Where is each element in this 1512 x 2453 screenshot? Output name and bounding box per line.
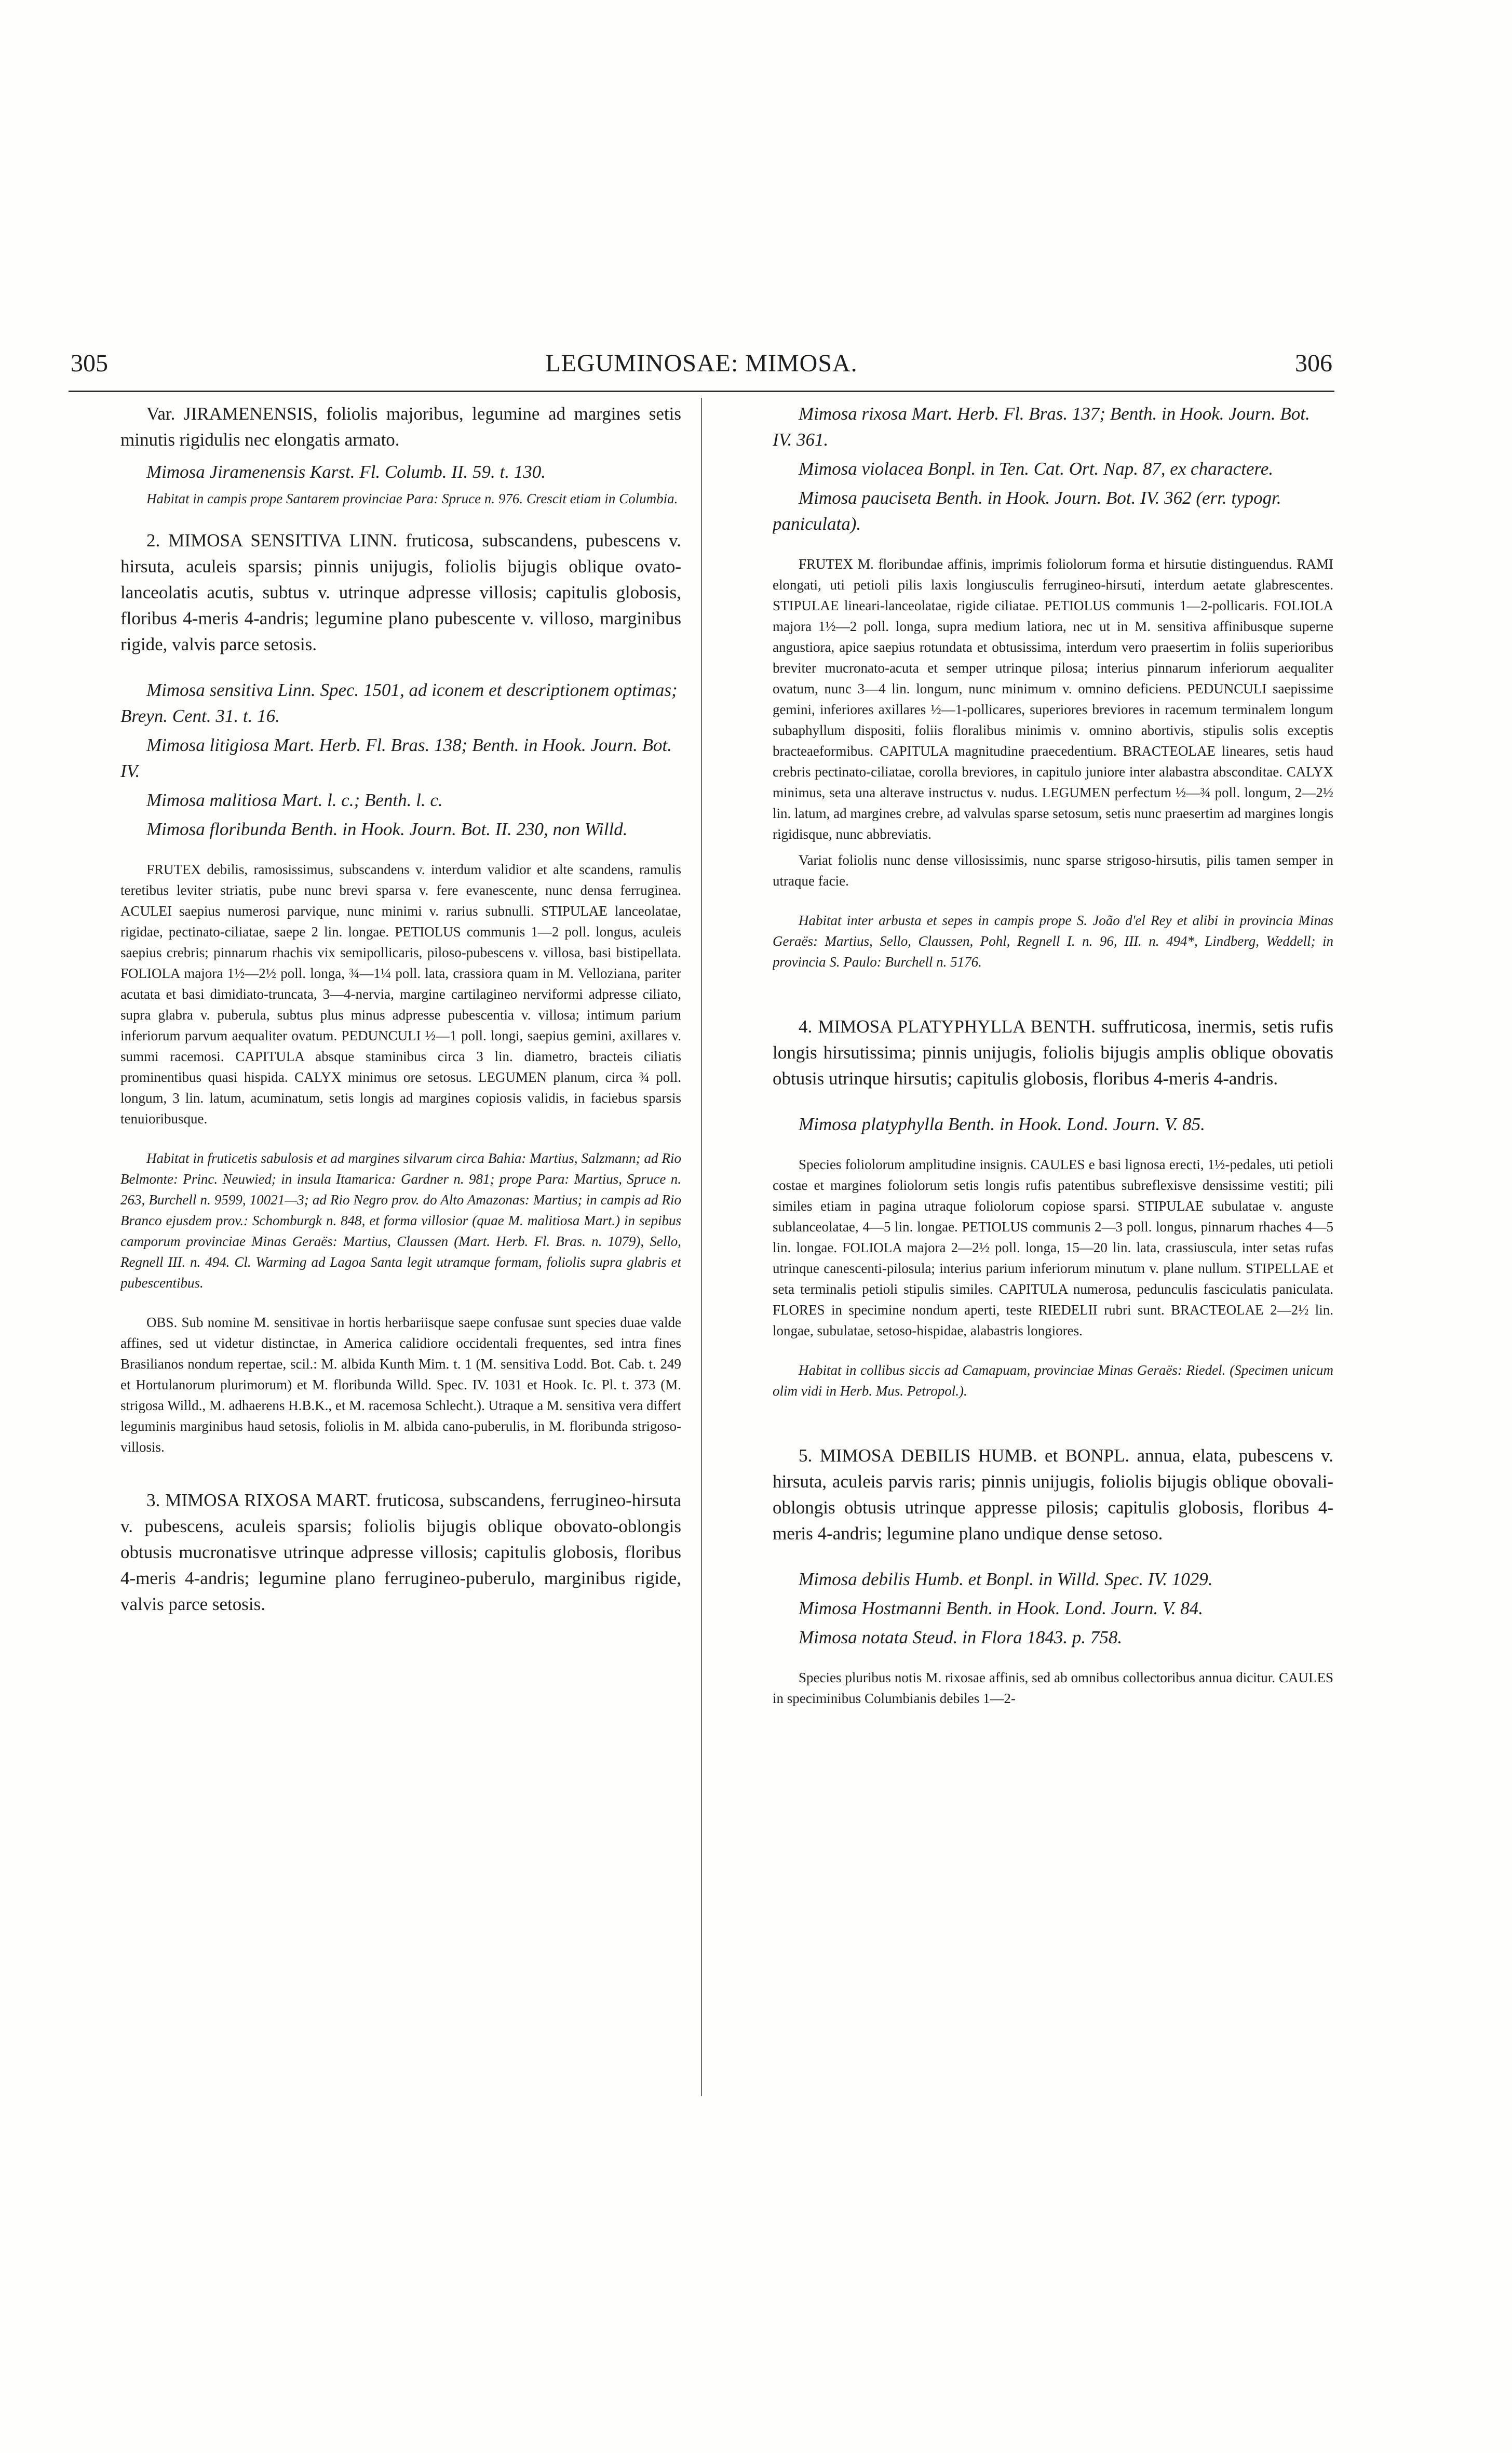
page-number-left: 305 bbox=[71, 350, 108, 377]
column-divider bbox=[701, 398, 702, 2096]
page-header bbox=[71, 349, 1332, 382]
species-2-description: FRUTEX debilis, ramosissimus, subscandens v. interdum validior et alte scandens, ramulis teretibus leviter striatis, pube nunc brevi sparsa v. fere evanescente, nunc densa ferruginea. ACULEI saepius numerosi parvique, nunc minimi v. rarius subnulli. STIPULAE lanceolatae, rigidae, pectinato-ciliatae, saepe 2 lin. longae. PETIOLUS communis 1—2 poll. longus, aculeis saepius crebris; pinnarum rhachis vix semipollicaris, piloso-pubescens v. villosa, basi bistipellata. FOLIOLA majora 1½—2½ poll. longa, ¾—1¼ poll. lata, crassiora quam in M. Velloziana, pariter acutata et basi dimidiato-truncata, 3—4-nervia, margine cartilagineo nerviformi adpresse ciliato, supra glabra v. puberula, subtus plus minus adpresse pubescentia v. villosa; intimum parium inferiorum parvum aequaliter ovatum. PEDUNCULI ½—1 poll. longi, saepius gemini, axillares v. summi racemosi. CAPITULA absque staminibus circa 3 lin. diametro, bracteis ciliatis prominentibus quasi hispida. CALYX minimus ore setosus. LEGUMEN planum, circa ¾ poll. longum, 3 lin. latum, acuminatum, setis longis ad margines copiosis validis, in faciebus sparsis tenuioribusque. bbox=[120, 862, 681, 1127]
species-2-citation-4: Mimosa floribunda Benth. in Hook. Journ. Bot. II. 230, non Willd. bbox=[146, 819, 628, 839]
species-2-habitat: Habitat in fruticetis sabulosis et ad margines silvarum circa Bahia: Martius, Salzmann; ad Rio Belmonte: Princ. Neuwied; in insula Itamarica: Gardner n. 981; prope Para: Martius, Spruce n. 263, Burchell n. 9599, 10021—3; ad Rio Negro prov. do Alto Amazonas: Martius; in campis ad Rio Branco ejusdem prov.: Schomburgk n. 848, et forma villosior (quae M. malitiosa Mart.) in sepibus camporum provinciae Minas Geraës: Martius, Claussen (Mart. Herb. Fl. Bras. n. 1079), Sello, Regnell III. n. 494. Cl. Warming ad Lagoa Santa legit utramque formam, foliolis supra glabris et pubescentibus. bbox=[120, 1150, 681, 1291]
species-4-diagnosis: 4. MIMOSA PLATYPHYLLA BENTH. suffruticosa, inermis, setis rufis longis hirsutissima; pinnis unijugis, foliolis bijugis amplis oblique obovatis obtusis utrinque hirsutis; capitulis globosis, floribus 4-meris 4-andris. bbox=[773, 1016, 1333, 1089]
species-5-diagnosis: 5. MIMOSA DEBILIS HUMB. et BONPL. annua, elata, pubescens v. hirsuta, aculeis parvis raris; pinnis unijugis, foliolis bijugis oblique obovali-oblongis obtusis utrinque appresse pilosis; capitulis globosis, floribus 4-meris 4-andris; legumine plano undique dense setoso. bbox=[773, 1445, 1333, 1544]
species-4-habitat: Habitat in collibus siccis ad Camapuam, provinciae Minas Geraës: Riedel. (Specimen unicum olim vidi in Herb. Mus. Petropol.). bbox=[773, 1362, 1333, 1399]
species-5-description: Species pluribus notis M. rixosae affinis, sed ab omnibus collectoribus annua dicitur. CAULES in speciminibus Columbianis debiles 1—2- bbox=[773, 1670, 1333, 1706]
variety-habitat: Habitat in campis prope Santarem provinciae Para: Spruce n. 976. Crescit etiam in Columbia. bbox=[146, 491, 678, 506]
species-4-citation: Mimosa platyphylla Benth. in Hook. Lond. Journ. V. 85. bbox=[799, 1114, 1205, 1134]
species-3-citation-2: Mimosa violacea Bonpl. in Ten. Cat. Ort. Nap. 87, ex charactere. bbox=[799, 459, 1274, 479]
species-3-citation-1: Mimosa rixosa Mart. Herb. Fl. Bras. 137; Benth. in Hook. Journ. Bot. IV. 361. bbox=[773, 404, 1310, 450]
species-2-citation-2: Mimosa litigiosa Mart. Herb. Fl. Bras. 138; Benth. in Hook. Journ. Bot. IV. bbox=[120, 735, 672, 781]
species-2-observation: OBS. Sub nomine M. sensitivae in hortis herbariisque saepe confusae sunt species duae valde affines, sed ut videtur distinctae, in America calidiore occidentali frequentes, sed intra fines Brasilianos nondum repertae, scil.: M. albida Kunth Mim. t. 1 (M. sensitiva Lodd. Bot. Cab. t. 249 et Hortulanorum plurimorum) et M. floribunda Willd. Spec. IV. 1031 et Hook. Ic. Pl. t. 373 (M. strigosa Willd., M. adhaerens H.B.K., et M. racemosa Schlecht.). Utraque a M. sensitiva vera differt leguminis marginibus haud setosis, foliolis in M. albida cano-puberulis, in M. floribunda strigoso-villosis. bbox=[120, 1315, 681, 1455]
right-column bbox=[773, 401, 1333, 2094]
species-3-variation: Variat foliolis nunc dense villosissimis, nunc sparse strigoso-hirsutis, pilis tamen semper in utraque facie. bbox=[773, 852, 1333, 889]
species-5-citation-2: Mimosa Hostmanni Benth. in Hook. Lond. Journ. V. 84. bbox=[799, 1598, 1204, 1618]
variety-citation: Mimosa Jiramenensis Karst. Fl. Columb. II. 59. t. 130. bbox=[146, 462, 546, 482]
running-title: LEGUMINOSAE: MIMOSA. bbox=[545, 350, 858, 377]
species-2-diagnosis: 2. MIMOSA SENSITIVA LINN. fruticosa, subscandens, pubescens v. hirsuta, aculeis sparsis; pinnis unijugis, foliolis bijugis oblique ovato-lanceolatis acutis, subtus v. utrinque adpresse villosis; capitulis globosis, floribus 4-meris 4-andris; legumine plano pubescente v. villoso, marginibus rigide, valvis parce setosis. bbox=[120, 530, 681, 654]
left-column bbox=[120, 401, 681, 2094]
species-2-citation-3: Mimosa malitiosa Mart. l. c.; Benth. l. c. bbox=[146, 790, 443, 810]
page-number-right: 306 bbox=[1295, 350, 1332, 377]
species-3-description: FRUTEX M. floribundae affinis, imprimis foliolorum forma et hirsutie distinguendus. RAMI elongati, uti petioli pilis laxis longiusculis ferrugineo-hirsuti, interdum aetate glabrescentes. STIPULAE lineari-lanceolatae, rigide ciliatae. PETIOLUS communis 1—2-pollicaris. FOLIOLA majora 1½—2 poll. longa, supra medium latiora, nec ut in M. sensitiva affinibusque superne angustiora, apice saepius rotundata et obtusissima, interdum vero praesertim in foliis superioribus breviter mucronato-acuta et semper utrinque pilosa; interius pinnarum inferiorum aequaliter ovatum, nunc 3—4 lin. longum, nunc minimum v. omnino deficiens. PEDUNCULI saepissime gemini, inferiores axillares ½—1-pollicares, superiores breviores in racemum terminalem longum subaphyllum dispositi, foliis floralibus minimis v. omnino abortivis, stipulis solis exceptis bracteaeformibus. CAPITULA magnitudine praecedentium. BRACTEOLAE lineares, setis haud crebris pectinato-ciliatae, corolla breviores, in capitulo juniore inter alabastra absconditae. CALYX minimus, seta una alterave instructus v. nudus. LEGUMEN perfectum ½—¾ poll. longum, 2—2½ lin. latum, ad margines crebre, ad valvulas sparse setosum, setis nunc praesertim ad margines longis rigidisque, nunc abbreviatis. bbox=[773, 556, 1333, 842]
header-rule bbox=[69, 391, 1334, 392]
species-3-citation-3: Mimosa pauciseta Benth. in Hook. Journ. Bot. IV. 362 (err. typogr. paniculata). bbox=[773, 488, 1281, 534]
species-3-diagnosis: 3. MIMOSA RIXOSA MART. fruticosa, subscandens, ferrugineo-hirsuta v. pubescens, aculeis sparsis; foliolis bijugis oblique obovato-oblongis obtusis mucronatisve utrinque adpresse villosis; capitulis globosis, floribus 4-meris 4-andris; legumine plano ferrugineo-puberulo, marginibus rigide, valvis parce setosis. bbox=[120, 1490, 681, 1614]
species-3-habitat: Habitat inter arbusta et sepes in campis prope S. João d'el Rey et alibi in provincia Minas Geraës: Martius, Sello, Claussen, Pohl, Regnell I. n. 96, III. n. 494*, Lindberg, Weddell; in provincia S. Paulo: Burchell n. 5176. bbox=[773, 913, 1333, 970]
variety-description: Var. JIRAMENENSIS, foliolis majoribus, legumine ad margines setis minutis rigidulis nec elongatis armato. bbox=[120, 404, 681, 450]
species-5-citation-1: Mimosa debilis Humb. et Bonpl. in Willd. Spec. IV. 1029. bbox=[799, 1569, 1213, 1589]
species-5-citation-3: Mimosa notata Steud. in Flora 1843. p. 758. bbox=[799, 1627, 1123, 1647]
species-4-description: Species foliolorum amplitudine insignis. CAULES e basi lignosa erecti, 1½-pedales, uti petioli costae et margines foliolorum setis longis rufis patentibus subreflexisve densissime vestiti; pili similes etiam in pagina utraque foliolorum copiose sparsi. STIPULAE subulatae v. anguste sublanceolatae, 4—5 lin. longae. PETIOLUS communis 2—3 poll. longus, pinnarum rhaches 4—5 lin. longae. FOLIOLA majora 2—2½ poll. longa, 15—20 lin. lata, crassiuscula, inter setas rufas utrinque canescenti-pilosula; interius parium inferiorum minutum v. plane nullum. STIPELLAE et seta terminalis petioli stipulis similes. CAPITULA numerosa, pedunculis fasciculatis paniculata. FLORES in specimine nondum aperti, teste RIEDELII rubri sunt. BRACTEOLAE 2—2½ lin. longae, subulatae, setoso-hispidae, alabastris longiores. bbox=[773, 1157, 1333, 1338]
species-2-citation-1: Mimosa sensitiva Linn. Spec. 1501, ad iconem et descriptionem optimas; Breyn. Cent. 31. t. 16. bbox=[120, 680, 678, 726]
